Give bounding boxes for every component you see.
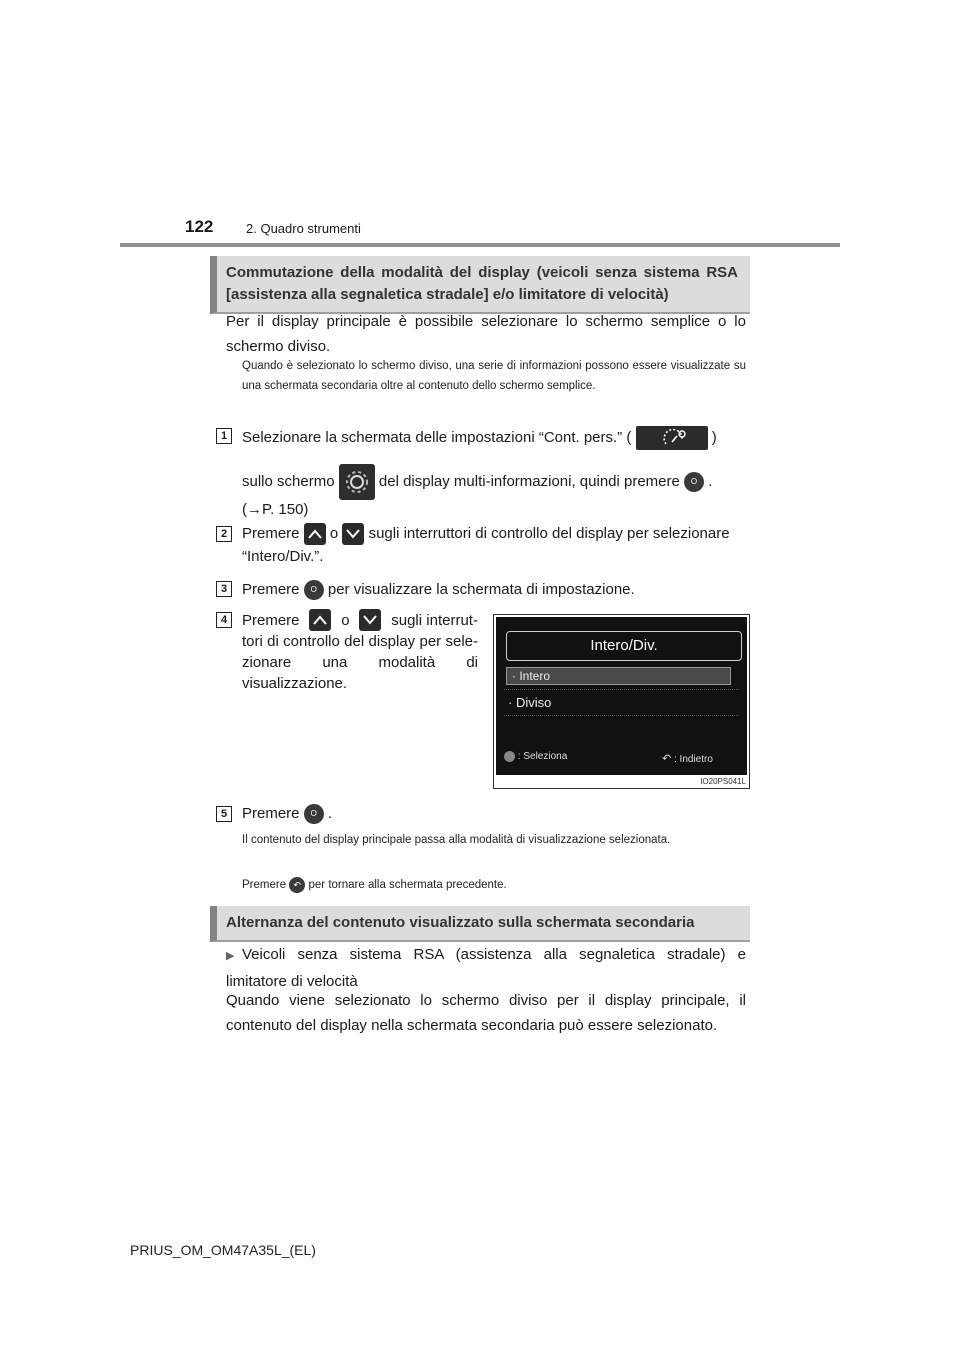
step-4-line-2: tori di controllo del display per sele- [242,633,478,650]
section-heading-display-mode: Commutazione della modalità del display (veicoli senza sistema RSA [assistenza alla segnaletica stradale] e/o limitatore di velocità) [210,256,750,314]
intro-paragraph: Per il display principale è possibile selezionare lo schermo semplice o lo schermo diviso. [226,313,746,355]
step-5-note-1: Il contenuto del display principale passa alla modalità di visualizzazione selezionata. [242,834,671,846]
step-number-5: 5 [216,806,232,822]
ok-button-icon: O [304,580,324,600]
step-1-text-a: Selezionare la schermata delle impostazioni “Cont. pers.” ( [242,429,632,446]
step-2-text-a: Premere [242,525,300,542]
figure-footer-select [504,751,567,762]
step-5-note-2 [242,875,746,895]
step-3-text-b: per visualizzare la schermata di impostazione. [327,581,635,598]
chevron-up-icon [304,523,326,545]
step-number-1: 1 [216,428,232,444]
chevron-down-icon [359,609,381,631]
step-1-line-2 [242,464,747,500]
step-4-text-a: Premere [242,611,300,629]
step-5-note-2-a: Premere [242,879,287,891]
step-number-4: 4 [216,612,232,628]
figure-footer-back-label: : Indietro [674,754,713,765]
step-4-line-3: zionare una modalità di [242,654,478,671]
section-heading-secondary-screen: Alternanza del contenuto visualizzato sulla schermata secondaria [210,906,750,942]
step-1-line-1 [242,425,747,450]
step-number-3: 3 [216,581,232,597]
figure-option-diviso: · Diviso [508,695,552,710]
back-icon: ↶ [289,877,305,893]
document-code: PRIUS_OM_OM47A35L_(EL) [130,1242,316,1258]
figure-title: Intero/Div. [506,631,742,661]
settings-gear-icon [339,464,375,500]
display-figure [493,614,750,789]
figure-option-intero: · Intero [506,667,731,685]
step-2-text-c: sugli interruttori di controllo del display per selezionare [368,525,730,542]
step-1-text-b: ) [711,429,717,446]
step-2-line-2: “Intero/Div.”. [242,548,324,565]
figure-divider [504,689,739,690]
step-5-text-a: Premere [242,805,300,822]
step-5-text-b: . [327,805,333,822]
header-rule [120,243,840,247]
ok-button-icon: O [304,804,324,824]
step-number-2: 2 [216,526,232,542]
step-1-text-e: . [708,472,713,490]
bullet-paragraph [226,942,746,994]
step-2-text-b: o [329,525,339,542]
step-2-line-1 [242,521,747,546]
figure-code: IO20PS041L [700,777,746,786]
running-header: 2. Quadro strumenti [246,221,361,236]
step-4-line-4: visualizzazione. [242,675,348,692]
step-4-line-1 [242,609,478,631]
chevron-down-icon [342,523,364,545]
display-screen [496,617,747,775]
ok-button-icon: O [684,472,704,492]
back-icon: ↶ [662,753,672,765]
page-number: 122 [185,217,214,236]
intro-note: Quando è selezionato lo schermo diviso, una serie di informazioni possono essere visualizzate su una schermata secondaria oltre al contenuto dello schermo semplice. [242,360,746,392]
step-1-reference: (→P. 150) [242,501,309,518]
step-4-text [242,609,478,694]
step-4-text-b: o [341,611,350,629]
step-4-text-c: sugli interrut- [391,611,478,629]
bullet-text: Veicoli senza sistema RSA (assistenza alla segnaletica stradale) e limitatore di velocità [226,946,746,990]
figure-footer-back [662,752,713,765]
gauge-settings-icon [636,426,708,450]
step-1-text-c: sullo schermo [242,472,335,490]
triangle-bullet-icon: ▶ [226,950,235,962]
ok-button-icon [504,751,515,762]
step-5-line [242,801,332,826]
figure-footer-select-label: : Seleziona [517,751,568,763]
step-3-text-a: Premere [242,581,300,598]
section-2-body: Quando viene selezionato lo schermo diviso per il display principale, il contenuto del display nella schermata secondaria può essere selezionato. [226,992,746,1034]
step-1-text-d: del display multi-informazioni, quindi premere [378,472,680,490]
figure-divider [504,715,739,716]
chevron-up-icon [309,609,331,631]
step-3-line [242,577,747,602]
step-5-note-2-b: per tornare alla schermata precedente. [308,879,507,891]
